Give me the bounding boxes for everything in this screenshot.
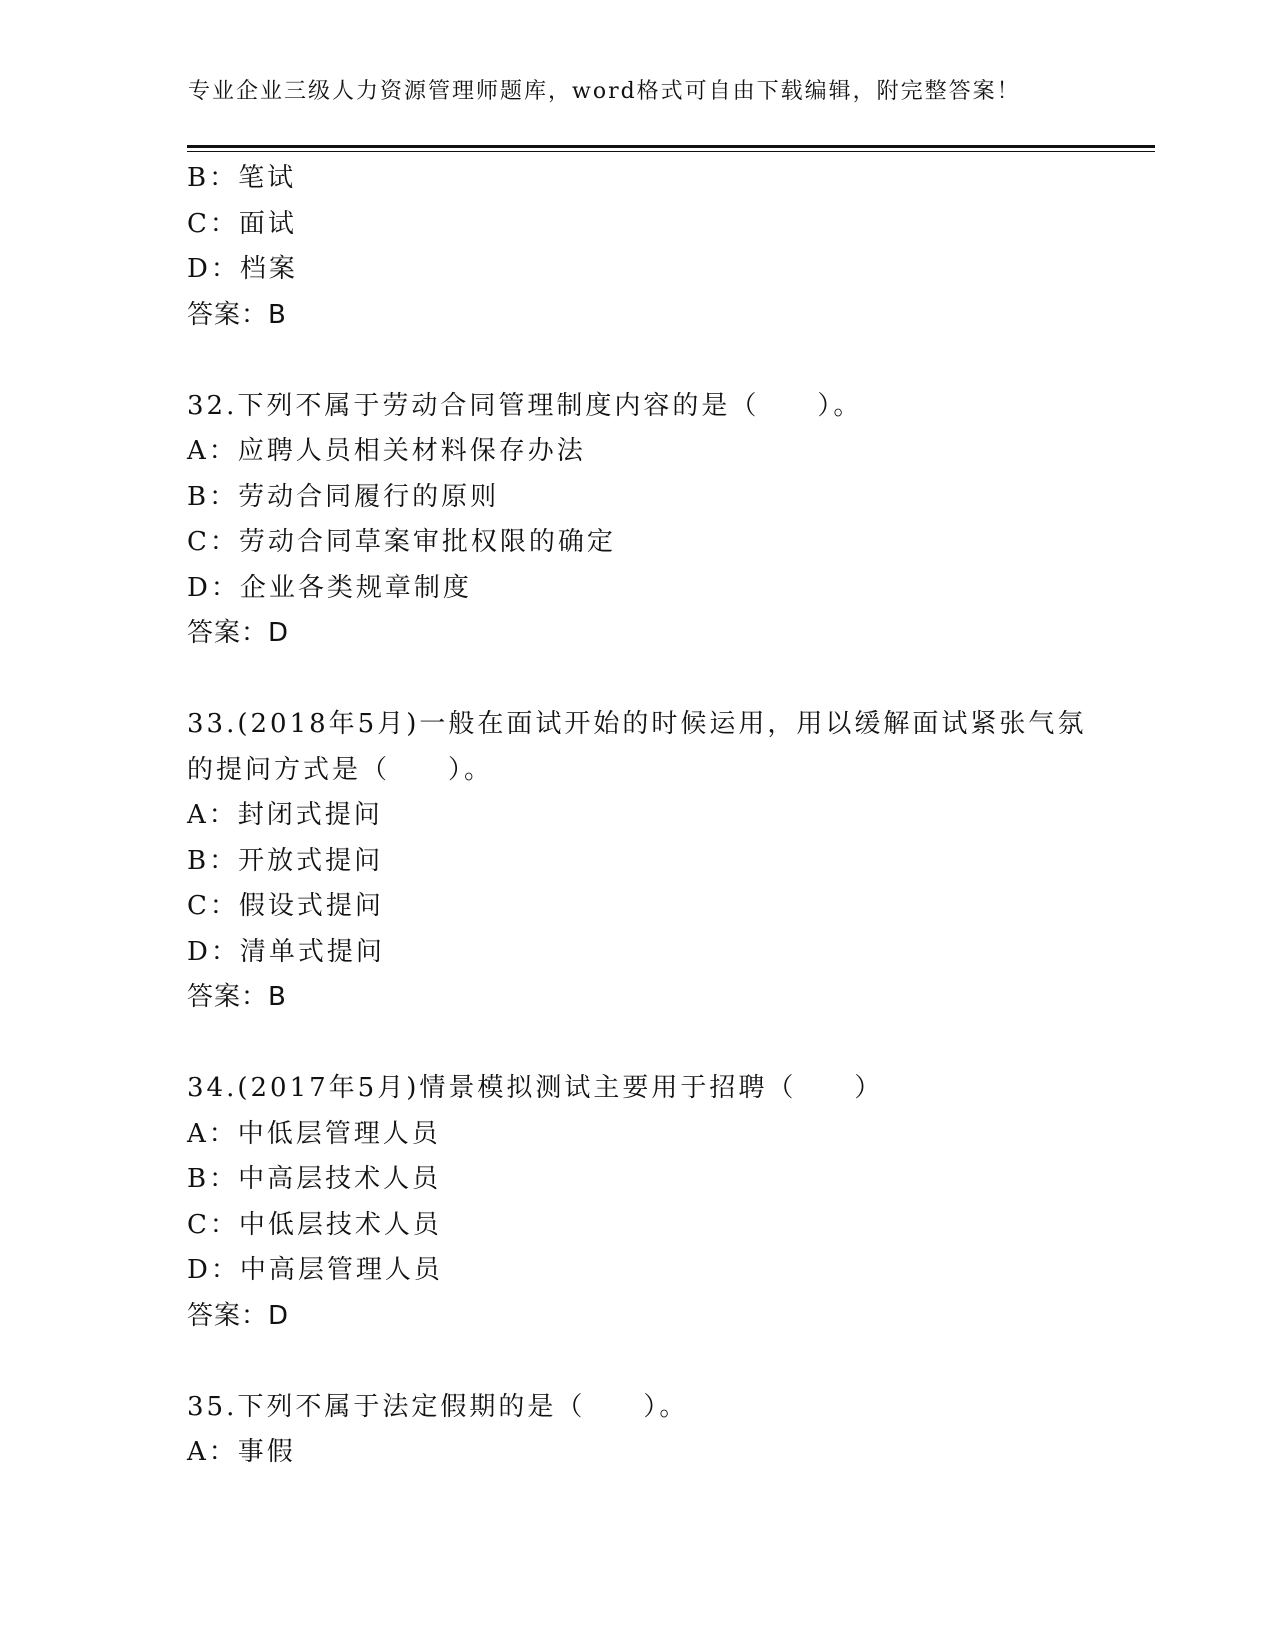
question-31-continued <box>187 156 1147 338</box>
header-rule-thin <box>187 151 1155 152</box>
option-item: A：封闭式提问 <box>187 800 383 830</box>
option-item: A：事假 <box>187 1437 296 1467</box>
question-gap <box>187 1021 1147 1067</box>
option-item: C：假设式提问 <box>187 891 384 921</box>
question-gap <box>187 657 1147 703</box>
question-stem: 34.(2017年5月)情景模拟测试主要用于招聘（ ） <box>187 1073 884 1103</box>
option-item: C：劳动合同草案审批权限的确定 <box>187 527 616 557</box>
answer-line: 答案：B <box>187 982 287 1012</box>
answer-line: 答案：D <box>187 1300 290 1331</box>
option-item: D：中高层管理人员 <box>187 1255 443 1285</box>
option-item: D：企业各类规章制度 <box>187 572 472 603</box>
option-item: B：笔试 <box>187 163 297 193</box>
header-rule-thick <box>187 145 1155 148</box>
answer-line: 答案：B <box>187 299 287 330</box>
option-item: A：应聘人员相关材料保存办法 <box>187 436 586 466</box>
option-item: B：中高层技术人员 <box>187 1164 442 1194</box>
option-item: D：档案 <box>187 254 298 284</box>
question-32 <box>187 384 1147 657</box>
option-item: B：开放式提问 <box>187 845 384 876</box>
option-item: B：劳动合同履行的原则 <box>187 481 500 512</box>
question-gap <box>187 338 1147 384</box>
option-item: D：清单式提问 <box>187 936 385 967</box>
question-33 <box>187 702 1147 1021</box>
question-gap <box>187 1339 1147 1385</box>
option-item: C：中低层技术人员 <box>187 1209 442 1240</box>
question-stem: 35.下列不属于法定假期的是（ ）。 <box>187 1391 689 1422</box>
question-35 <box>187 1385 1147 1476</box>
question-34 <box>187 1066 1147 1339</box>
question-stem: 33.(2018年5月)一般在面试开始的时候运用，用以缓解面试紧张气氛的提问方式是（ ）。 <box>187 709 1087 785</box>
page-header: 专业企业三级人力资源管理师题库，word格式可自由下载编辑，附完整答案！ <box>188 79 1021 104</box>
answer-line: 答案：D <box>187 618 290 648</box>
option-item: C：面试 <box>187 208 297 239</box>
option-item: A：中低层管理人员 <box>187 1118 441 1149</box>
document-body <box>187 156 1147 1476</box>
question-stem: 32.下列不属于劳动合同管理制度内容的是（ ）。 <box>187 390 863 421</box>
